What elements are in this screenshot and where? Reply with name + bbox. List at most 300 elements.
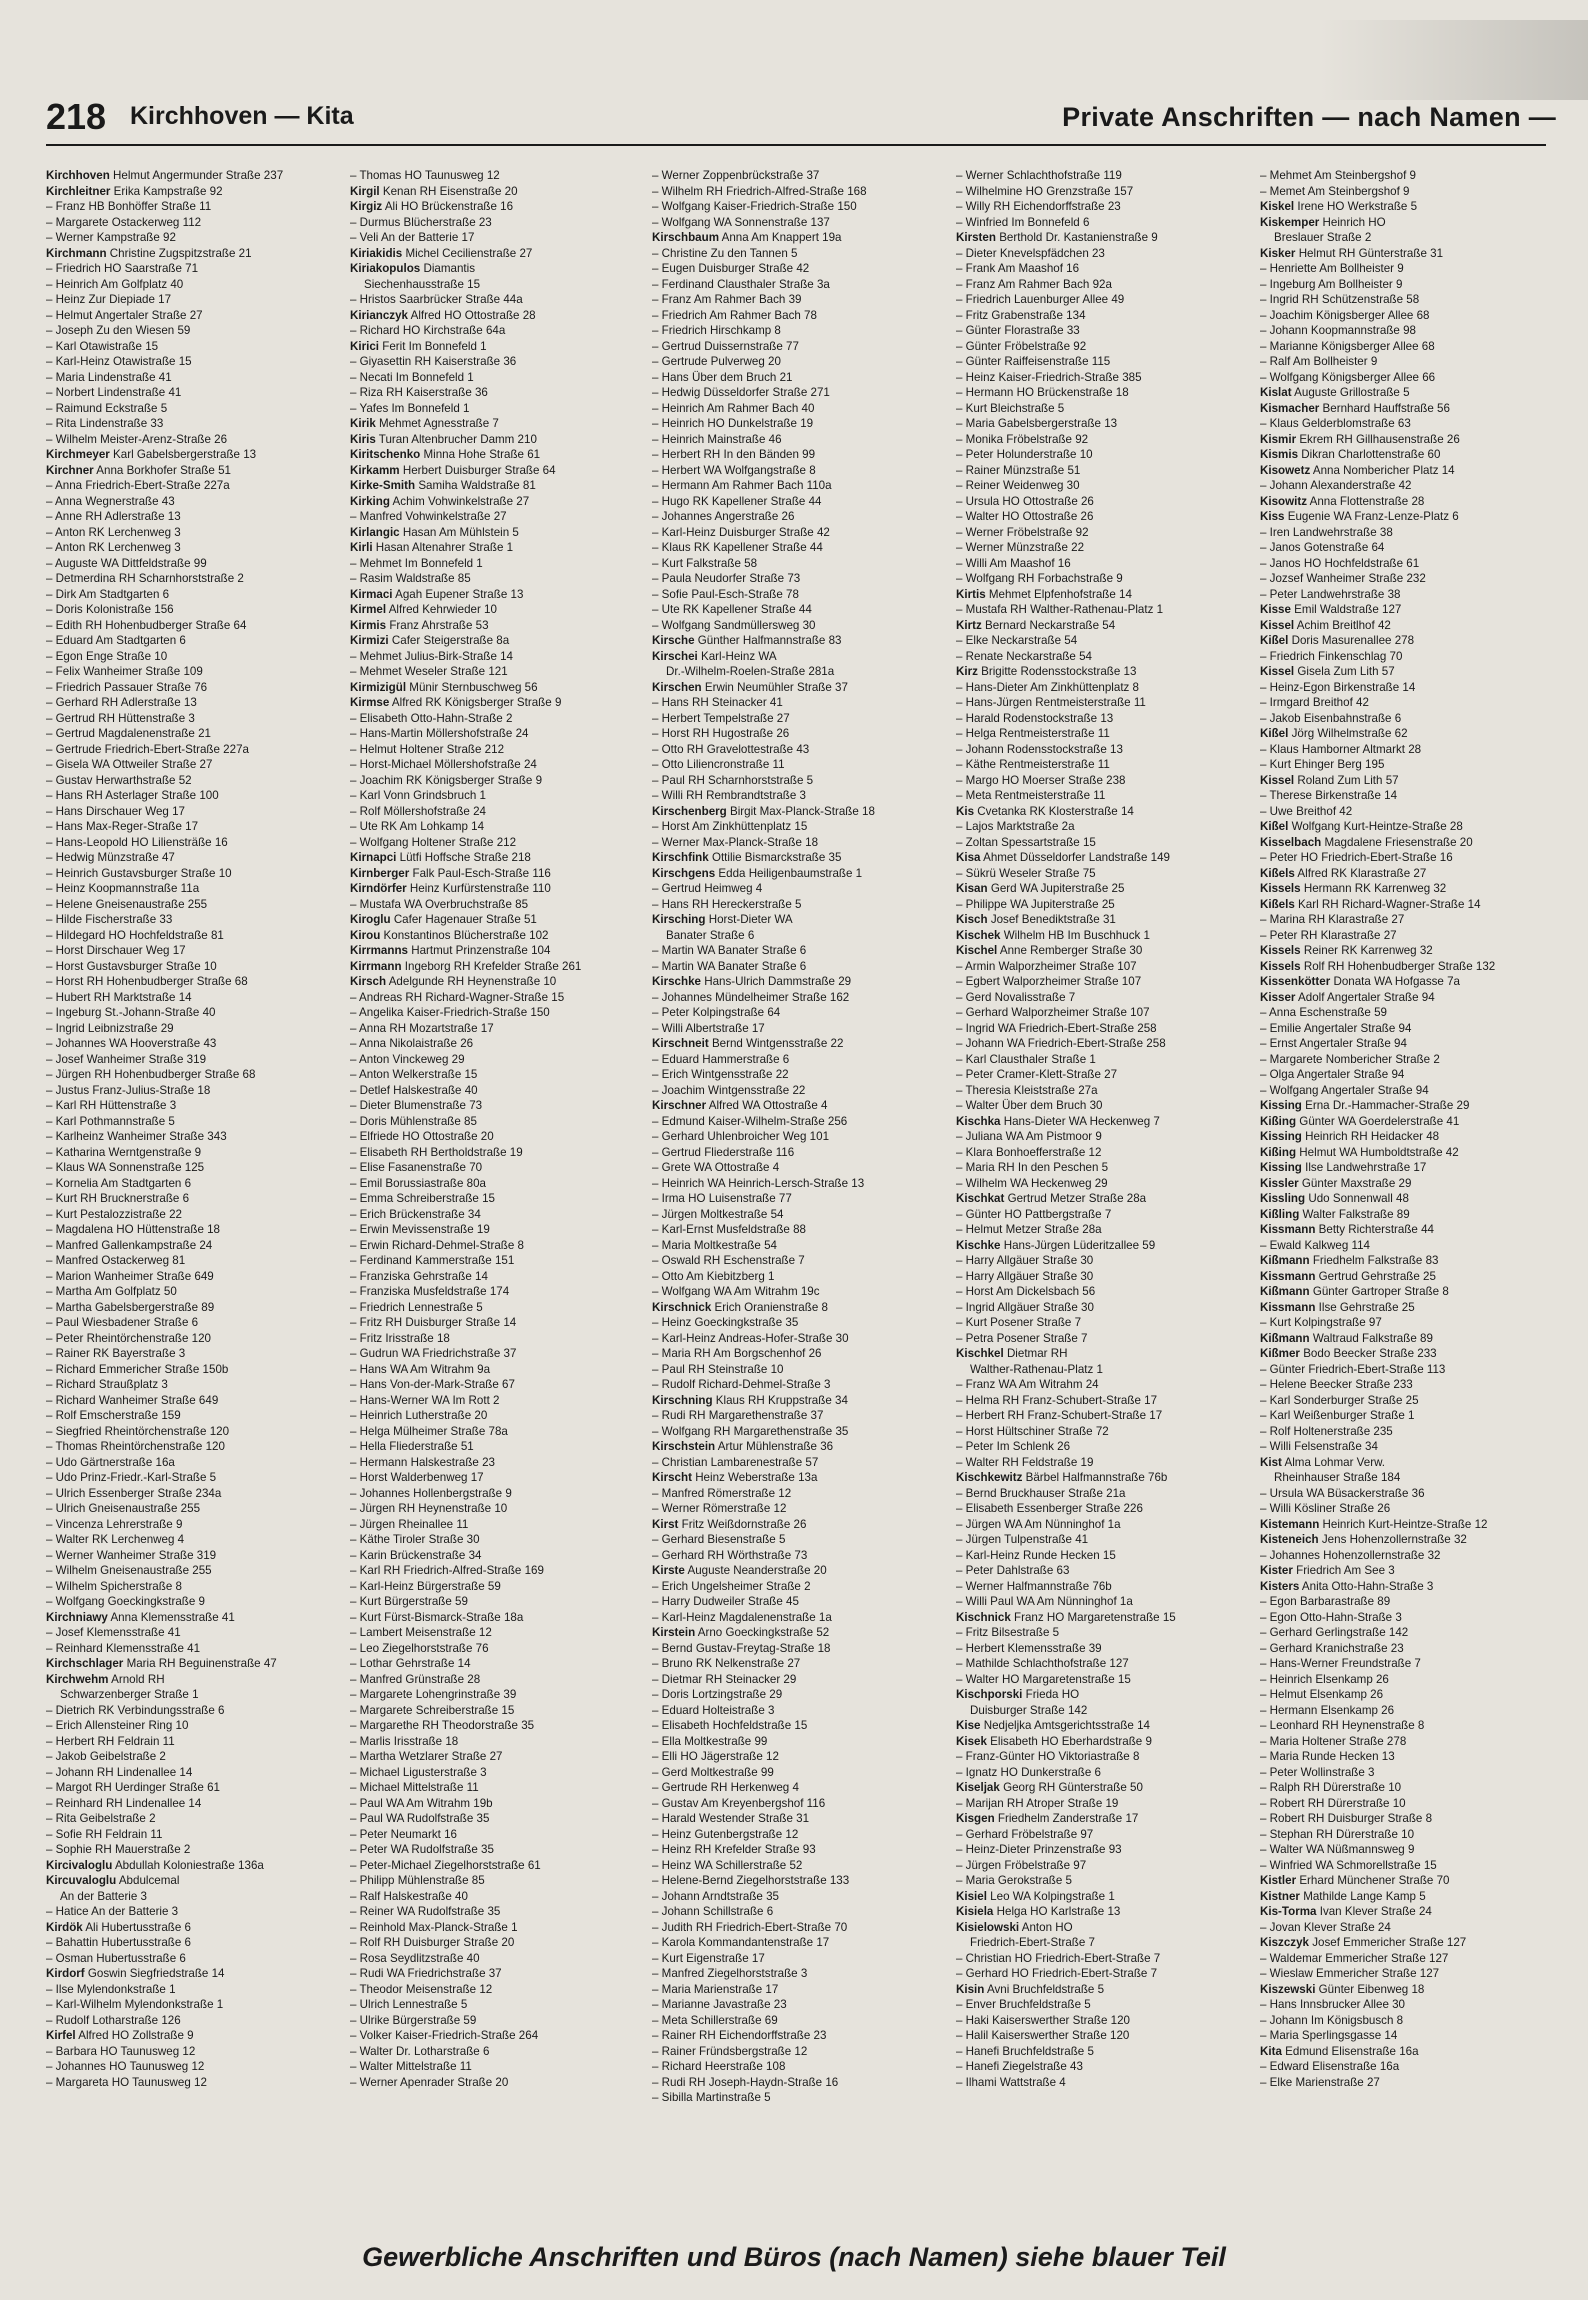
surname: Kisowitz bbox=[1260, 494, 1308, 508]
entry-text: – Meta Rentmeisterstraße 11 bbox=[956, 789, 1106, 802]
entry-text: – Anna Eschenstraße 59 bbox=[1260, 1006, 1387, 1019]
directory-entry bbox=[46, 773, 344, 789]
directory-entry bbox=[956, 1966, 1254, 1982]
entry-text: Friedhelm Falkstraße 83 bbox=[1312, 1254, 1439, 1267]
directory-entry bbox=[350, 1098, 648, 1114]
entry-text: – Werner Zoppenbrückstraße 37 bbox=[652, 169, 820, 182]
directory-entry bbox=[652, 308, 950, 324]
entry-text: – Gerhard Biesenstraße 5 bbox=[652, 1533, 786, 1546]
directory-entry bbox=[46, 757, 344, 773]
directory-entry bbox=[1260, 1935, 1558, 1951]
entry-text: – Peter Cramer-Klett-Straße 27 bbox=[956, 1068, 1118, 1081]
entry-text: – Giyasettin RH Kaiserstraße 36 bbox=[350, 355, 517, 368]
directory-entry bbox=[350, 959, 648, 975]
directory-entry bbox=[956, 416, 1254, 432]
directory-entry bbox=[350, 447, 648, 463]
directory-entry bbox=[956, 788, 1254, 804]
directory-entry bbox=[1260, 1269, 1558, 1285]
entry-text: – Karl RH Hüttenstraße 3 bbox=[46, 1099, 177, 1112]
entry-text: – Peter WA Rudolfstraße 35 bbox=[350, 1843, 494, 1856]
directory-entry bbox=[46, 943, 344, 959]
directory-entry bbox=[956, 1811, 1254, 1827]
entry-text: – Friedrich Lennestraße 5 bbox=[350, 1300, 483, 1314]
directory-entry bbox=[46, 819, 344, 835]
entry-text: – Walter RH Feldstraße 19 bbox=[956, 1455, 1094, 1469]
entry-text: – Leo Ziegelhorststraße 76 bbox=[350, 1641, 489, 1655]
surname: Kißling bbox=[1260, 1207, 1300, 1221]
directory-entry bbox=[350, 1765, 648, 1781]
entry-text: – Sofie Paul-Esch-Straße 78 bbox=[652, 587, 799, 601]
entry-text: – Martha Wetzlarer Straße 27 bbox=[350, 1750, 503, 1763]
entry-text: – Johannes Hohenzollernstraße 32 bbox=[1260, 1548, 1441, 1562]
entry-text: – Erich Allensteiner Ring 10 bbox=[46, 1719, 189, 1732]
directory-entry bbox=[956, 1997, 1254, 2013]
surname: Kirking bbox=[350, 494, 390, 508]
entry-text: – Rainer RK Bayerstraße 3 bbox=[46, 1347, 186, 1360]
directory-entry bbox=[350, 602, 648, 618]
entry-text: – Maria RH In den Peschen 5 bbox=[956, 1161, 1109, 1174]
entry-text: – Klaus RK Kapellener Straße 44 bbox=[652, 541, 823, 554]
directory-entry bbox=[1260, 1687, 1558, 1703]
entry-text: – Hermann HO Brückenstraße 18 bbox=[956, 386, 1129, 399]
entry-text: Irene HO Werkstraße 5 bbox=[1297, 200, 1418, 213]
entry-text: Wolfgang Kurt-Heintze-Straße 28 bbox=[1291, 820, 1463, 833]
entry-text: – Margarete Schreiberstraße 15 bbox=[350, 1703, 515, 1717]
surname: Kirschning bbox=[652, 1393, 713, 1407]
entry-text: – Martha Am Golfplatz 50 bbox=[46, 1285, 177, 1298]
entry-text: – Wolfgang Königsberger Allee 66 bbox=[1260, 370, 1436, 384]
entry-text: – Rudolf Richard-Dehmel-Straße 3 bbox=[652, 1378, 831, 1391]
directory-entry bbox=[956, 1486, 1254, 1502]
entry-text: – Margarete Ostackerweg 112 bbox=[46, 215, 202, 229]
directory-entry bbox=[956, 1734, 1254, 1750]
directory-entry bbox=[652, 1160, 950, 1176]
directory-entry bbox=[1260, 618, 1558, 634]
directory-entry bbox=[652, 1796, 950, 1812]
directory-entry bbox=[652, 292, 950, 308]
surname: Kischke bbox=[956, 1238, 1001, 1252]
entry-text: – Henriette Am Bollheister 9 bbox=[1260, 262, 1404, 275]
header-rule bbox=[46, 144, 1546, 146]
entry-text: Bärbel Halfmannstraße 76b bbox=[1025, 1471, 1168, 1484]
directory-entry bbox=[46, 649, 344, 665]
directory-entry bbox=[956, 1424, 1254, 1440]
entry-text: – Emilie Angertaler Straße 94 bbox=[1260, 1021, 1412, 1035]
entry-text: – Raimund Eckstraße 5 bbox=[46, 401, 168, 415]
entry-text: – Maria Gerokstraße 5 bbox=[956, 1874, 1072, 1887]
entry-text: – Ingeburg Am Bollheister 9 bbox=[1260, 277, 1403, 291]
surname: Kiriakopulos bbox=[350, 262, 421, 275]
entry-text: – Maria Runde Hecken 13 bbox=[1260, 1750, 1395, 1763]
entry-text: – Ralf Halskestraße 40 bbox=[350, 1889, 468, 1903]
entry-text: – Maria Moltkestraße 54 bbox=[652, 1238, 778, 1252]
entry-text: Gisela Zum Lith 57 bbox=[1297, 665, 1395, 678]
entry-text: Mehmet Agnesstraße 7 bbox=[379, 417, 499, 430]
directory-entry bbox=[956, 1780, 1254, 1796]
directory-entry bbox=[46, 1734, 344, 1750]
directory-entry bbox=[350, 261, 648, 277]
surname: Kiss bbox=[1260, 510, 1285, 523]
entry-text: – Ulrich Lennestraße 5 bbox=[350, 1998, 468, 2011]
entry-text: – Wilhelm Spicherstraße 8 bbox=[46, 1579, 182, 1593]
directory-entry bbox=[46, 2013, 344, 2029]
entry-text: – Monika Fröbelstraße 92 bbox=[956, 432, 1089, 446]
directory-entry bbox=[1260, 1315, 1558, 1331]
directory-entry bbox=[1260, 773, 1558, 789]
directory-entry bbox=[652, 323, 950, 339]
directory-entry bbox=[46, 1160, 344, 1176]
surname: Kirz bbox=[956, 665, 978, 678]
directory-entry bbox=[1260, 711, 1558, 727]
directory-entry bbox=[46, 571, 344, 587]
entry-text: – Detlef Halskestraße 40 bbox=[350, 1083, 478, 1097]
entry-text: – Renate Neckarstraße 54 bbox=[956, 649, 1092, 663]
entry-text: Helmut WA Humboldtstraße 42 bbox=[1299, 1145, 1459, 1159]
directory-entry bbox=[1260, 1331, 1558, 1347]
directory-entry bbox=[956, 1563, 1254, 1579]
entry-text: – Horst Dirschauer Weg 17 bbox=[46, 944, 186, 957]
entry-text: – Kurt Posener Straße 7 bbox=[956, 1316, 1082, 1329]
entry-text: – Christian Lambarenestraße 57 bbox=[652, 1455, 819, 1469]
entry-text: – Philipp Mühlenstraße 85 bbox=[350, 1874, 485, 1887]
directory-entry bbox=[1260, 1377, 1558, 1393]
directory-entry bbox=[350, 1005, 648, 1021]
directory-entry bbox=[652, 184, 950, 200]
directory-entry bbox=[1260, 1997, 1558, 2013]
directory-entry bbox=[1260, 1904, 1558, 1920]
column-4 bbox=[956, 168, 1254, 2208]
entry-text: Alfred HO Ottostraße 28 bbox=[410, 308, 536, 322]
entry-text: Christine Zugspitzstraße 21 bbox=[109, 246, 252, 260]
entry-text: – Doris Mühlenstraße 85 bbox=[350, 1114, 477, 1128]
directory-entry bbox=[956, 1532, 1254, 1548]
entry-text: – Siegfried Rheintörchenstraße 120 bbox=[46, 1424, 230, 1438]
directory-entry bbox=[1260, 401, 1558, 417]
directory-entry bbox=[46, 2059, 344, 2075]
entry-text: Erna Dr.-Hammacher-Straße 29 bbox=[1305, 1099, 1470, 1112]
directory-entry bbox=[956, 773, 1254, 789]
directory-entry bbox=[46, 1222, 344, 1238]
entry-text: – Friedrich HO Saarstraße 71 bbox=[46, 262, 199, 275]
surname: Kirmse bbox=[350, 696, 390, 709]
directory-entry bbox=[1260, 1873, 1558, 1889]
directory-entry bbox=[1260, 1517, 1558, 1533]
entry-text: – Peter Holunderstraße 10 bbox=[956, 448, 1093, 461]
entry-text: – Karl-Heinz Duisburger Straße 42 bbox=[652, 525, 830, 539]
entry-text: Anna Flottenstraße 28 bbox=[1309, 494, 1425, 508]
surname: Kischel bbox=[956, 944, 998, 957]
surname: Kirchwehm bbox=[46, 1672, 109, 1686]
directory-entry bbox=[46, 1966, 344, 1982]
entry-text: – Michael Ligusterstraße 3 bbox=[350, 1765, 487, 1779]
entry-text: – Hans Über dem Bruch 21 bbox=[652, 370, 793, 384]
directory-entry bbox=[46, 788, 344, 804]
entry-text: – Margareta HO Taunusweg 12 bbox=[46, 2075, 207, 2089]
entry-text: – Thomas HO Taunusweg 12 bbox=[350, 169, 500, 182]
directory-entry bbox=[350, 1594, 648, 1610]
entry-text: Cafer Steigerstraße 8a bbox=[391, 634, 510, 647]
directory-entry bbox=[652, 1780, 950, 1796]
directory-entry bbox=[46, 1997, 344, 2013]
directory-entry bbox=[1260, 370, 1558, 386]
entry-text: – Winfried WA Schmorellstraße 15 bbox=[1260, 1858, 1437, 1872]
entry-text: – Karl-Heinz Bürgerstraße 59 bbox=[350, 1579, 501, 1593]
directory-entry bbox=[46, 184, 344, 200]
entry-text: Magdalene Friesenstraße 20 bbox=[1324, 835, 1473, 849]
entry-text: – Ignatz HO Dunkerstraße 6 bbox=[956, 1765, 1101, 1779]
directory-entry bbox=[956, 1656, 1254, 1672]
directory-entry bbox=[956, 602, 1254, 618]
entry-text: – Elli HO Jägerstraße 12 bbox=[652, 1750, 779, 1763]
directory-entry bbox=[46, 246, 344, 262]
directory-entry bbox=[1260, 1362, 1558, 1378]
surname: Kirschstein bbox=[652, 1440, 716, 1453]
entry-text: – Franziska Gehrstraße 14 bbox=[350, 1269, 488, 1283]
directory-entry bbox=[46, 1439, 344, 1455]
directory-entry bbox=[350, 540, 648, 556]
directory-entry bbox=[1260, 1067, 1558, 1083]
directory-entry bbox=[1260, 339, 1558, 355]
directory-entry bbox=[652, 695, 950, 711]
directory-entry bbox=[652, 1749, 950, 1765]
entry-text: – Jozsef Wanheimer Straße 232 bbox=[1260, 572, 1426, 585]
entry-text: – Wilhelm WA Heckenweg 29 bbox=[956, 1176, 1108, 1190]
directory-entry bbox=[652, 1672, 950, 1688]
surname: Kissing bbox=[1260, 1130, 1302, 1143]
entry-text: – Wolfgang RH Forbachstraße 9 bbox=[956, 572, 1123, 585]
directory-entry bbox=[350, 1377, 648, 1393]
directory-entry bbox=[652, 277, 950, 293]
directory-entry bbox=[1260, 1145, 1558, 1161]
directory-entry bbox=[46, 912, 344, 928]
entry-text: – Kurt Fürst-Bismarck-Straße 18a bbox=[350, 1610, 524, 1624]
directory-entry bbox=[46, 230, 344, 246]
directory-entry bbox=[956, 230, 1254, 246]
entry-text: – Heinrich Am Golfplatz 40 bbox=[46, 277, 184, 291]
directory-entry bbox=[956, 1145, 1254, 1161]
entry-text: – Ulrike Bürgerstraße 59 bbox=[350, 2013, 477, 2027]
entry-text: – Joachim Königsberger Allee 68 bbox=[1260, 308, 1430, 322]
directory-entry bbox=[956, 1579, 1254, 1595]
entry-text: – Edward Elisenstraße 16a bbox=[1260, 2060, 1400, 2073]
directory-entry bbox=[652, 1005, 950, 1021]
entry-text: – Johann WA Friedrich-Ebert-Straße 258 bbox=[956, 1037, 1166, 1050]
entry-text: – Karl Vonn Grindsbruch 1 bbox=[350, 789, 486, 802]
directory-entry bbox=[956, 819, 1254, 835]
surname: Kirschen bbox=[652, 680, 702, 694]
directory-entry bbox=[1260, 1098, 1558, 1114]
entry-text: – Maria Gabelsbergerstraße 13 bbox=[956, 417, 1118, 430]
entry-text: – Manfred Vohwinkelstraße 27 bbox=[350, 510, 507, 523]
entry-text: Turan Altenbrucher Damm 210 bbox=[378, 432, 537, 446]
directory-entry bbox=[350, 618, 648, 634]
directory-entry bbox=[1260, 1780, 1558, 1796]
entry-text: – Vincenza Lehrerstraße 9 bbox=[46, 1517, 183, 1531]
directory-entry bbox=[350, 1842, 648, 1858]
directory-entry bbox=[1260, 788, 1558, 804]
directory-entry bbox=[350, 1238, 648, 1254]
directory-entry bbox=[1260, 432, 1558, 448]
directory-entry bbox=[652, 2090, 950, 2106]
entry-text: Emil Waldstraße 127 bbox=[1294, 603, 1402, 616]
entry-text: – Peter Im Schlenk 26 bbox=[956, 1440, 1071, 1453]
directory-entry bbox=[46, 323, 344, 339]
directory-entry bbox=[46, 695, 344, 711]
entry-text: Anna Nombericher Platz 14 bbox=[1312, 463, 1455, 477]
entry-text: – Harry Dudweiler Straße 45 bbox=[652, 1595, 799, 1608]
surname: Kischkat bbox=[956, 1192, 1005, 1205]
surname: Kißel bbox=[1260, 727, 1289, 740]
directory-entry bbox=[652, 1455, 950, 1471]
entry-text: – Dieter Blumenstraße 73 bbox=[350, 1099, 483, 1112]
entry-text: – Rolf Emscherstraße 159 bbox=[46, 1409, 181, 1422]
entry-text: – Sükrü Weseler Straße 75 bbox=[956, 866, 1096, 880]
directory-entry bbox=[1260, 1393, 1558, 1409]
directory-entry bbox=[956, 1718, 1254, 1734]
entry-text: – Johann Rodensstockstraße 13 bbox=[956, 742, 1123, 756]
entry-text: Cafer Hagenauer Straße 51 bbox=[393, 913, 537, 926]
directory-entry bbox=[956, 633, 1254, 649]
entry-text: Frieda HO bbox=[1025, 1688, 1080, 1701]
directory-entry bbox=[1260, 2028, 1558, 2044]
directory-entry bbox=[956, 1176, 1254, 1192]
directory-entry bbox=[350, 1160, 648, 1176]
entry-text: – Therese Birkenstraße 14 bbox=[1260, 789, 1398, 802]
entry-text: – Anton Welkerstraße 15 bbox=[350, 1068, 478, 1081]
surname: Kirsten bbox=[956, 231, 996, 244]
directory-entry bbox=[652, 757, 950, 773]
directory-entry bbox=[652, 1858, 950, 1874]
entry-text: Günther Halfmannstraße 83 bbox=[697, 634, 842, 647]
surname: Kita bbox=[1260, 2044, 1282, 2058]
entry-text: – Ella Moltkestraße 99 bbox=[652, 1734, 768, 1748]
entry-text: Arnold RH bbox=[111, 1672, 165, 1686]
entry-text: – Joseph Zu den Wiesen 59 bbox=[46, 324, 191, 337]
directory-entry bbox=[956, 1284, 1254, 1300]
directory-entry bbox=[350, 199, 648, 215]
directory-entry bbox=[652, 1253, 950, 1269]
directory-entry bbox=[350, 1393, 648, 1409]
surname: Kirndörfer bbox=[350, 882, 407, 895]
directory-entry bbox=[46, 1873, 344, 1889]
directory-entry bbox=[1260, 695, 1558, 711]
entry-text: – Angelika Kaiser-Friedrich-Straße 150 bbox=[350, 1006, 550, 1019]
directory-entry bbox=[350, 494, 648, 510]
directory-entry bbox=[956, 571, 1254, 587]
directory-entry bbox=[46, 866, 344, 882]
entry-text: Elisabeth HO Eberhardstraße 9 bbox=[990, 1734, 1152, 1748]
directory-entry bbox=[46, 354, 344, 370]
entry-text: – Horst Walderbenweg 17 bbox=[350, 1471, 484, 1484]
directory-entry bbox=[46, 385, 344, 401]
directory-entry bbox=[652, 463, 950, 479]
entry-text: Ferit Im Bonnefeld 1 bbox=[382, 339, 487, 353]
directory-entry bbox=[956, 943, 1254, 959]
entry-text: – Johann RH Lindenallee 14 bbox=[46, 1765, 193, 1779]
directory-entry bbox=[956, 928, 1254, 944]
surname: Kißels bbox=[1260, 897, 1295, 911]
entry-text: – Käthe Tiroler Straße 30 bbox=[350, 1533, 480, 1546]
directory-entry bbox=[652, 1982, 950, 1998]
entry-text: – Hugo RK Kapellener Straße 44 bbox=[652, 494, 822, 508]
entry-text: – Justus Franz-Julius-Straße 18 bbox=[46, 1083, 211, 1097]
entry-text: – Karl-Heinz Magdalenenstraße 1a bbox=[652, 1610, 832, 1624]
directory-entry bbox=[350, 1656, 648, 1672]
directory-entry bbox=[1260, 897, 1558, 913]
entry-text: Edda Heiligenbaumstraße 1 bbox=[718, 866, 863, 880]
entry-text: Auguste Neanderstraße 20 bbox=[687, 1564, 827, 1577]
directory-entry bbox=[46, 540, 344, 556]
entry-text: – Udo Prinz-Friedr.-Karl-Straße 5 bbox=[46, 1471, 217, 1484]
entry-text: – Gertrud RH Hüttenstraße 3 bbox=[46, 711, 195, 725]
directory-entry bbox=[350, 1997, 648, 2013]
directory-entry bbox=[956, 1408, 1254, 1424]
entry-text: – Günter Friedrich-Ebert-Straße 113 bbox=[1260, 1362, 1446, 1376]
entry-text: – Walter Dr. Lotharstraße 6 bbox=[350, 2044, 490, 2058]
entry-text: – Heinz Zur Diepiade 17 bbox=[46, 293, 172, 306]
directory-entry bbox=[46, 1067, 344, 1083]
directory-entry bbox=[652, 1625, 950, 1641]
entry-text: – Richard Emmericher Straße 150b bbox=[46, 1362, 229, 1376]
directory-entry bbox=[46, 1765, 344, 1781]
directory-entry bbox=[652, 1951, 950, 1967]
directory-entry bbox=[350, 835, 648, 851]
directory-entry bbox=[46, 1827, 344, 1843]
directory-entry bbox=[652, 2013, 950, 2029]
directory-entry bbox=[956, 1873, 1254, 1889]
entry-text: – Gertrud Magdalenenstraße 21 bbox=[46, 727, 211, 740]
directory-entry bbox=[350, 1408, 648, 1424]
directory-entry bbox=[350, 339, 648, 355]
directory-entry bbox=[956, 711, 1254, 727]
directory-entry bbox=[652, 974, 950, 990]
entry-text: Anna Klemensstraße 41 bbox=[110, 1610, 235, 1624]
surname: Kirschenberg bbox=[652, 804, 727, 818]
directory-entry bbox=[350, 1207, 648, 1223]
directory-entry bbox=[46, 1470, 344, 1486]
directory-entry bbox=[46, 1269, 344, 1285]
entry-text: – Jakob Eisenbahnstraße 6 bbox=[1260, 711, 1402, 725]
directory-entry bbox=[350, 649, 648, 665]
entry-text: – Jürgen Moltkestraße 54 bbox=[652, 1207, 784, 1221]
directory-entry bbox=[46, 1315, 344, 1331]
directory-entry bbox=[652, 1083, 950, 1099]
entry-text: – Hilde Fischerstraße 33 bbox=[46, 913, 173, 926]
surname: Kiris bbox=[350, 432, 376, 446]
directory-entry bbox=[956, 1114, 1254, 1130]
entry-text: – Rasim Waldstraße 85 bbox=[350, 572, 471, 585]
surname: Kischek bbox=[956, 928, 1001, 942]
entry-text: – Friedrich Finkenschlag 70 bbox=[1260, 649, 1403, 663]
directory-entry bbox=[652, 215, 950, 231]
entry-text: – Kurt Kolpingstraße 97 bbox=[1260, 1316, 1382, 1329]
directory-entry bbox=[350, 246, 648, 262]
directory-entry bbox=[1260, 835, 1558, 851]
directory-entry bbox=[46, 2028, 344, 2044]
entry-text: An der Batterie 3 bbox=[60, 1889, 148, 1903]
surname: Kirmizigül bbox=[350, 680, 407, 694]
entry-text: – Leonhard RH Heynenstraße 8 bbox=[1260, 1719, 1425, 1732]
surname: Kisse bbox=[1260, 603, 1291, 616]
entry-text: – Willi Felsenstraße 34 bbox=[1260, 1440, 1378, 1453]
entry-text: Heinz Weberstraße 13a bbox=[695, 1471, 818, 1484]
directory-entry bbox=[652, 1145, 950, 1161]
directory-entry bbox=[1260, 680, 1558, 696]
entry-text: – Egon Enge Straße 10 bbox=[46, 649, 168, 663]
surname: Kischkel bbox=[956, 1347, 1004, 1360]
entry-text: – Paul WA Rudolfstraße 35 bbox=[350, 1812, 490, 1825]
surname: Kisiel bbox=[956, 1889, 987, 1903]
